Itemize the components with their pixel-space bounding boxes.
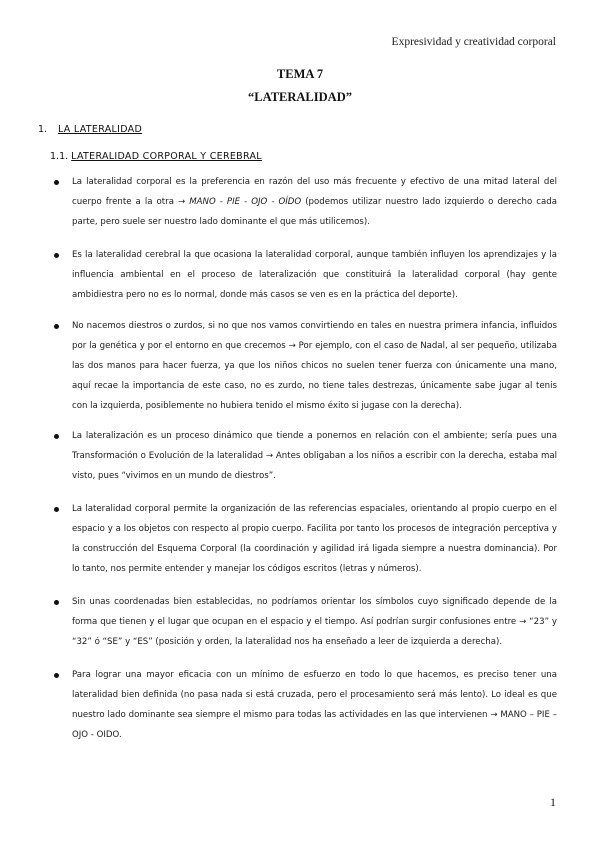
body-parts-emphasis: MANO - PIE - OJO - OÍDO [189,197,302,207]
bullet-item: Es la lateralidad cerebral la que ocasiona la lateralidad corporal, aunque también influyen los aprendizajes y la influencia ambiental en el proceso de lateralización que constituirá la lateralidad corporal (hay gente ambidiestra pero no es lo normal, donde más casos se ven es en la práctica del deporte). [52,245,557,305]
section-heading [38,124,142,135]
running-header: Expresividad y creatividad corporal [391,36,556,48]
section-number: 1. [38,124,48,135]
bullet-item: La lateralización es un proceso dinámico que tiende a ponernos en relación con el ambiente; sería pues una Transformación o Evolución de la lateralidad → Antes obligaban a los niños a escribir con la derecha, estaba mal visto, pues “vivimos en un mundo de diestros”. [52,426,557,486]
bullet-item: No nacemos diestros o zurdos, si no que nos vamos convirtiendo en tales en nuestra primera infancia, influidos por la genética y por el entorno en que crecemos → Por ejemplo, con el caso de Nadal, al ser pequeño, utilizaba las dos manos para hacer fuerza, ya que los niños chicos no suelen tener fuerza con únicamente una mano, aquí recae la importancia de este caso, no es zurdo, no tiene tales destrezas, únicamente sabe jugar al tenis con la izquierda, posiblemente no hubiera tenido el mismo éxito si jugase con la derecha). [52,316,557,416]
section-label: LA LATERALIDAD [58,124,143,135]
bullet-item: Sin unas coordenadas bien establecidas, no podríamos orientar los símbolos cuyo significado depende de la forma que tienen y el lugar que ocupan en el espacio y el tiempo. Así podrían surgir confusiones entre → “23” y “32” ó “SE” y “ES” (posición y orden, la lateralidad nos ha enseñado a leer de izquierda a derecha). [52,592,557,652]
subsection-label: LATERALIDAD CORPORAL Y CEREBRAL [71,151,262,162]
bullet-item: La lateralidad corporal es la preferencia en razón del uso más frecuente y efectivo de una mitad lateral del cuerpo frente a la otra → MANO - PIE - OJO - OÍDO (podemos utilizar nuestro lado izquierdo o derecho cada parte, pero suele ser nuestro lado dominante el que más utilicemos). [52,172,557,232]
subsection-heading [50,151,262,162]
topic-title: TEMA 7 [276,67,324,81]
bullet-item: La lateralidad corporal permite la organización de las referencias espaciales, orientando al propio cuerpo en el espacio y a los objetos con respecto al propio cuerpo. Facilita por tanto los procesos de integración perceptiva y la construcción del Esquema Corporal (la coordinación y agilidad irá ligada siempre a nuestra dominancia). Por lo tanto, nos permite entender y manejar los códigos escritos (letras y números). [52,499,557,579]
bullet-list [52,172,557,745]
subsection-number: 1.1. [50,151,69,162]
topic-name: “LATERALIDAD” [248,90,352,104]
page-number: 1 [550,795,556,809]
bullet-item: Para lograr una mayor eficacia con un mínimo de esfuerzo en todo lo que hacemos, es preciso tener una lateralidad bien definida (no pasa nada si está cruzada, pero el procesamiento será más lento). Lo ideal es que nuestro lado dominante sea siempre el mismo para todas las actividades en las que intervienen → MANO – PIE – OJO - OIDO. [52,665,557,745]
